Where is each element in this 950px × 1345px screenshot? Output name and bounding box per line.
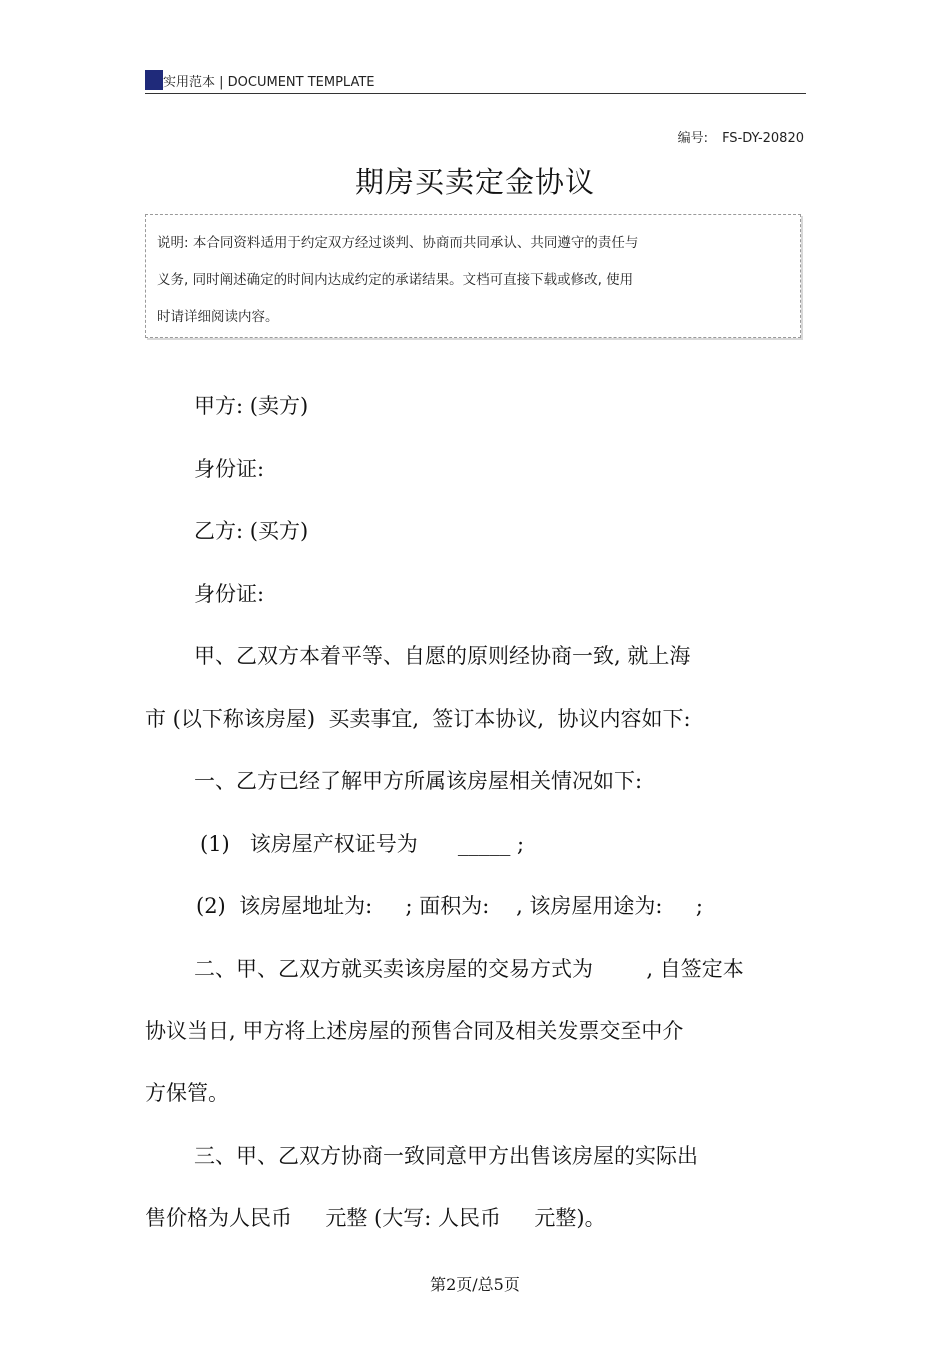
party-a-line: 甲方: (卖方) bbox=[194, 394, 309, 418]
clause-two-line: 二、甲、乙双方就买卖该房屋的交易方式为 , 自签定本 bbox=[194, 957, 744, 981]
body-paragraph-line: 甲、乙双方本着平等、自愿的原则经协商一致, 就上海 bbox=[194, 644, 691, 668]
party-a-id-line: 身份证: bbox=[194, 457, 265, 481]
page-footer: 第2页/总5页 bbox=[430, 1275, 520, 1294]
document-title: 期房买卖定金协议 bbox=[354, 165, 595, 199]
description-line: 义务, 同时阐述确定的时间内达成约定的承诺结果。文档可直接下载或修改, 使用 bbox=[157, 272, 634, 288]
clause-two-line: 方保管。 bbox=[145, 1081, 229, 1105]
header-label: 实用范本 | DOCUMENT TEMPLATE bbox=[163, 75, 375, 90]
clause-item-2: (2) 该房屋地址为: ; 面积为: , 该房屋用途为: ; bbox=[196, 894, 703, 918]
body-paragraph-line: 市 (以下称该房屋) 买卖事宜, 签订本协议, 协议内容如下: bbox=[145, 707, 691, 731]
clause-three-line: 三、甲、乙双方协商一致同意甲方出售该房屋的实际出 bbox=[194, 1144, 698, 1168]
description-line: 时请详细阅读内容。 bbox=[157, 309, 279, 325]
document-number bbox=[678, 127, 804, 146]
party-b-line: 乙方: (买方) bbox=[194, 519, 309, 543]
description-line: 说明: 本合同资料适用于约定双方经过谈判、协商而共同承认、共同遵守的责任与 bbox=[157, 235, 639, 251]
clause-three-line: 售价格为人民币 元整 (大写: 人民币 元整)。 bbox=[145, 1206, 606, 1230]
clause-two-line: 协议当日, 甲方将上述房屋的预售合同及相关发票交至中介 bbox=[145, 1019, 684, 1043]
party-b-id-line: 身份证: bbox=[194, 582, 265, 606]
header-divider bbox=[145, 93, 806, 94]
clause-item-1: (1) 该房屋产权证号为 _____ ; bbox=[200, 832, 525, 856]
document-number-label: 编号: bbox=[677, 131, 709, 146]
document-number-value: FS-DY-20820 bbox=[722, 131, 804, 146]
header-logo-mark bbox=[145, 70, 163, 90]
clause-one-heading: 一、乙方已经了解甲方所属该房屋相关情况如下: bbox=[194, 769, 643, 793]
description-box bbox=[145, 214, 801, 338]
